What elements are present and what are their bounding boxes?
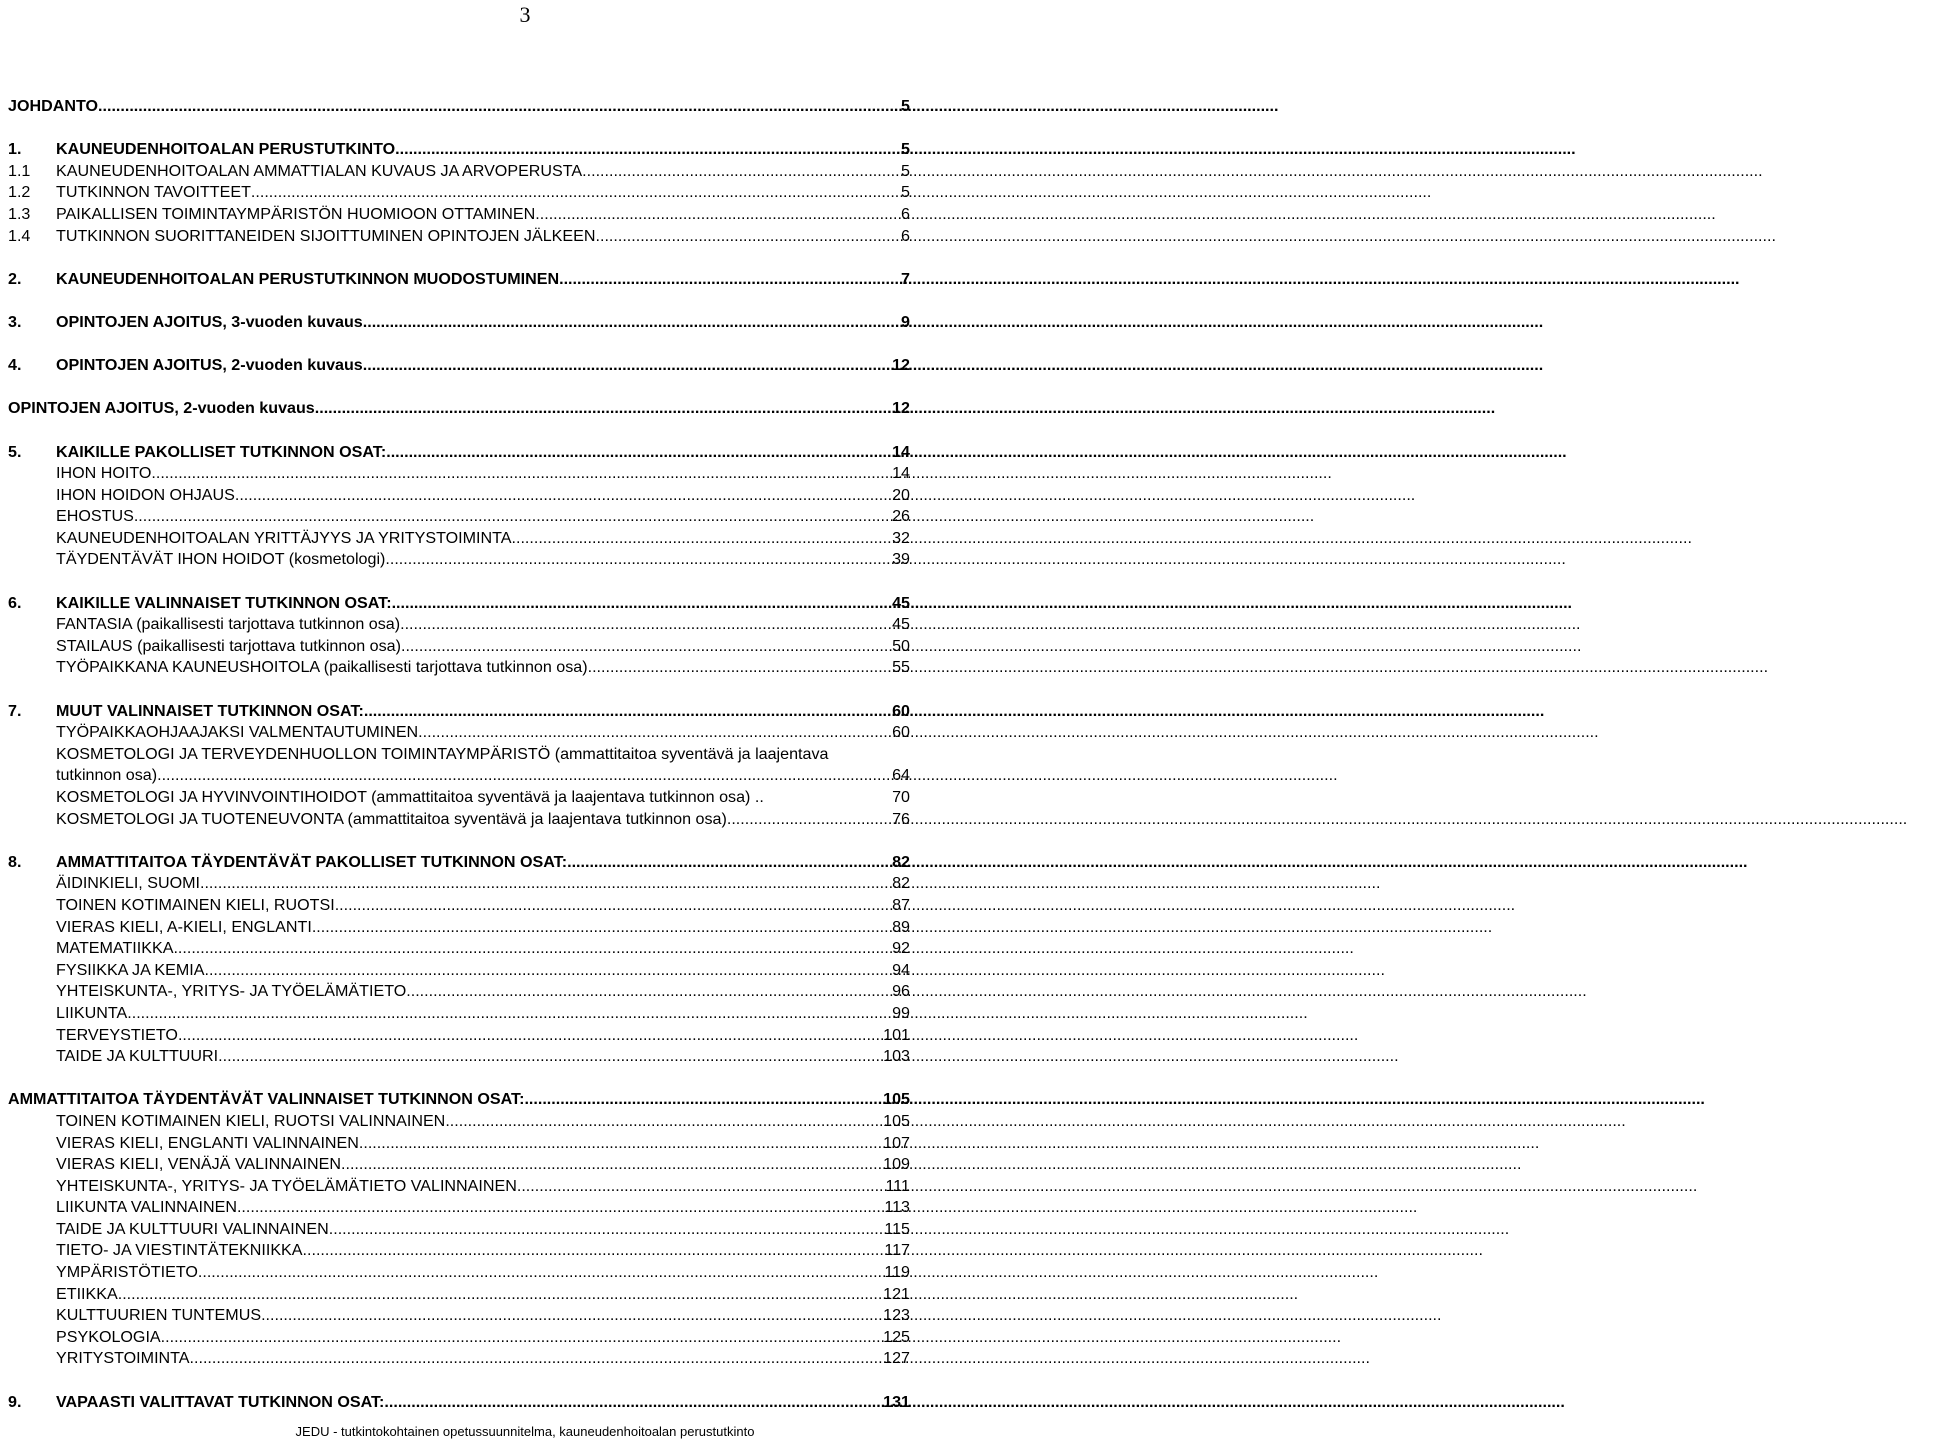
toc-dot-leader [98, 96, 899, 118]
toc-dot-leader [384, 1392, 881, 1414]
toc-entry[interactable] [8, 701, 910, 723]
toc-entry-text: KOSMETOLOGI JA HYVINVOINTIHOIDOT (ammattitaitoa syventävä ja laajentava tutkinnon osa) .. [56, 788, 764, 806]
toc-entry[interactable] [8, 1348, 910, 1370]
toc-entry[interactable] [8, 1327, 910, 1349]
toc-page-number: 5 [901, 140, 910, 159]
toc-dot-leader [127, 1003, 890, 1025]
toc-dot-leader [524, 1089, 881, 1111]
toc-entry[interactable] [8, 96, 910, 118]
toc-entry-text: TYÖPAIKKANA KAUNEUSHOITOLA (paikallisesti tarjottava tutkinnon osa) [56, 658, 588, 677]
toc-page-number: 123 [883, 1306, 910, 1325]
toc-entry-text: FYSIIKKA JA KEMIA [56, 960, 205, 979]
toc-section-number: 9. [8, 1392, 22, 1411]
toc-entry-text: TIETO- JA VIESTINTÄTEKNIIKKA [56, 1241, 303, 1260]
toc-dot-leader [363, 312, 899, 334]
toc-page-number: 5 [901, 183, 910, 202]
toc-entry-text: TUTKINNON SUORITTANEIDEN SIJOITTUMINEN OPINTOJEN JÄLKEEN [56, 226, 596, 245]
toc-page-number: 12 [892, 356, 910, 375]
toc-dot-leader [727, 809, 890, 831]
toc-page-number: 105 [883, 1090, 910, 1109]
toc-entry-text: OPINTOJEN AJOITUS, 2-vuoden kuvaus [56, 356, 363, 375]
toc-dot-leader [303, 1240, 883, 1262]
toc-entry[interactable] [8, 1133, 910, 1155]
toc-page-number: 119 [884, 1263, 910, 1282]
toc-page-number: 92 [892, 939, 910, 958]
toc-page-number: 39 [892, 550, 910, 569]
toc-entry-text: VIERAS KIELI, ENGLANTI VALINNAINEN [56, 1133, 359, 1152]
toc-dot-leader [445, 1111, 881, 1133]
toc-entry-text: KOSMETOLOGI JA TUOTENEUVONTA (ammattitaitoa syventävä ja laajentava tutkinnon osa) [56, 809, 727, 828]
toc-entry-text: KULTTUURIEN TUNTEMUS [56, 1306, 262, 1325]
toc-dot-leader [392, 593, 891, 615]
toc-entry-text: LIIKUNTA VALINNAINEN [56, 1198, 237, 1217]
toc-entry[interactable] [8, 182, 910, 204]
toc-dot-leader [588, 657, 890, 679]
toc-entry[interactable] [8, 1003, 910, 1025]
toc-page-number: 113 [884, 1198, 910, 1217]
toc-entry[interactable] [8, 960, 910, 982]
toc-dot-leader [385, 549, 890, 571]
toc-page-number: 6 [901, 226, 910, 245]
toc-page-number: 32 [892, 528, 910, 547]
toc-entry[interactable] [8, 895, 910, 917]
toc-page-number: 121 [883, 1284, 910, 1303]
toc-dot-leader [251, 182, 899, 204]
toc-entry-text: MUUT VALINNAISET TUTKINNON OSAT: [56, 701, 364, 720]
toc-page-number: 131 [883, 1392, 910, 1411]
toc-entry[interactable] [8, 1262, 910, 1284]
toc-dot-leader [395, 139, 899, 161]
toc-page-number: 26 [892, 507, 910, 526]
document-page [0, 0, 960, 1445]
toc-page-number: 117 [884, 1241, 910, 1260]
toc-page-number: 50 [892, 636, 910, 655]
toc-dot-leader [341, 1154, 881, 1176]
toc-entry-text: TERVEYSTIETO [56, 1025, 178, 1044]
toc-entry-text: JOHDANTO [8, 97, 99, 115]
toc-dot-leader [329, 1219, 883, 1241]
toc-entry-wrapped[interactable] [8, 744, 910, 787]
toc-dot-leader [235, 485, 890, 507]
toc-entry-text: IHON HOIDON OHJAUS [56, 485, 235, 504]
toc-entry-text: IHON HOITO [56, 464, 152, 483]
toc-entry[interactable] [8, 463, 910, 485]
toc-dot-leader [559, 269, 899, 291]
toc-page-number: 55 [892, 658, 910, 677]
toc-section-number: 6. [8, 593, 22, 612]
toc-entry[interactable] [8, 1197, 910, 1219]
toc-entry[interactable] [8, 269, 910, 291]
toc-page-number: 14 [892, 464, 910, 483]
toc-dot-leader [198, 1262, 882, 1284]
toc-entry-text: YHTEISKUNTA-, YRITYS- JA TYÖELÄMÄTIETO VALINNAINEN [56, 1176, 517, 1195]
toc-section-number: 5. [8, 442, 22, 461]
toc-entry[interactable] [8, 1284, 910, 1306]
toc-entry[interactable] [8, 1392, 910, 1414]
toc-entry-text: KAUNEUDENHOITOALAN PERUSTUTKINTO [56, 140, 396, 159]
toc-entry-text: VIERAS KIELI, VENÄJÄ VALINNAINEN [56, 1155, 342, 1174]
toc-page-number: 45 [892, 615, 910, 634]
toc-dot-leader [512, 528, 891, 550]
toc-section-number: 8. [8, 852, 22, 871]
toc-entry-text: ÄIDINKIELI, SUOMI [56, 874, 200, 893]
toc-entry[interactable] [8, 1154, 910, 1176]
toc-dot-leader [596, 226, 900, 248]
toc-page-number: 82 [892, 874, 910, 893]
toc-dot-leader [517, 1176, 884, 1198]
toc-dot-leader [312, 917, 890, 939]
toc-page-number: 60 [892, 701, 910, 720]
toc-entry-text: TYÖPAIKKAOHJAAJAKSI VALMENTAUTUMINEN [56, 723, 419, 742]
toc-entry-text-line2: tutkinnon osa) [56, 766, 158, 785]
toc-entry[interactable] [8, 1240, 910, 1262]
toc-entry-text: TOINEN KOTIMAINEN KIELI, RUOTSI VALINNAINEN [56, 1111, 446, 1130]
toc-entry-text: KAUNEUDENHOITOALAN AMMATTIALAN KUVAUS JA ARVOPERUSTA [56, 161, 583, 180]
toc-section-number: 1.3 [8, 204, 31, 223]
toc-page-number: 115 [884, 1219, 910, 1238]
toc-dot-leader [118, 1284, 881, 1306]
toc-dot-leader [363, 355, 890, 377]
toc-entry[interactable] [8, 852, 910, 874]
toc-page-number: 111 [885, 1176, 910, 1195]
toc-entry-text: EHOSTUS [56, 507, 134, 526]
toc-entry-text: TÄYDENTÄVÄT IHON HOIDOT (kosmetologi) [56, 550, 386, 569]
toc-entry[interactable] [8, 528, 910, 550]
toc-entry[interactable] [8, 442, 910, 464]
toc-entry-text: OPINTOJEN AJOITUS, 2-vuoden kuvaus [8, 399, 315, 418]
toc-entry-text: KAUNEUDENHOITOALAN YRITTÄJYYS JA YRITYSTOIMINTA [56, 528, 512, 547]
toc-dot-leader [134, 506, 890, 528]
toc-page-number: 6 [901, 204, 910, 223]
toc-dot-leader [261, 1305, 881, 1327]
toc-entry[interactable] [8, 485, 910, 507]
toc-dot-leader [364, 701, 890, 723]
toc-dot-leader [190, 1348, 882, 1370]
toc-entry[interactable] [8, 938, 910, 960]
toc-entry-text: KAUNEUDENHOITOALAN PERUSTUTKINNON MUODOSTUMINEN [56, 269, 560, 288]
toc-entry[interactable] [8, 1111, 910, 1133]
toc-dot-leader [151, 463, 890, 485]
toc-entry-line2 [56, 765, 910, 787]
toc-entry-text: PAIKALLISEN TOIMINTAYMPÄRISTÖN HUOMIOON OTTAMINEN [56, 204, 536, 223]
toc-entry-text: VAPAASTI VALITTAVAT TUTKINNON OSAT: [56, 1392, 385, 1411]
toc-page-number: 14 [892, 442, 910, 461]
toc-entry-text: ETIIKKA [56, 1284, 118, 1303]
toc-section-number: 1.2 [8, 183, 31, 202]
toc-dot-leader [406, 981, 890, 1003]
toc-page-number: 94 [892, 960, 910, 979]
toc-entry[interactable] [8, 614, 910, 636]
toc-dot-leader [237, 1197, 882, 1219]
toc-entry-text: MATEMATIIKKA [56, 939, 174, 958]
table-of-contents [8, 96, 910, 1413]
toc-entry-text: TOINEN KOTIMAINEN KIELI, RUOTSI [56, 895, 335, 914]
toc-page-number: 9 [901, 312, 910, 331]
toc-section-number: 1. [8, 140, 22, 159]
toc-entry[interactable] [8, 161, 910, 183]
toc-dot-leader [567, 852, 890, 874]
toc-entry-text: TAIDE JA KULTTUURI [56, 1047, 219, 1066]
toc-dot-leader [315, 398, 890, 420]
toc-page-number: 101 [883, 1025, 910, 1044]
toc-entry[interactable] [8, 593, 910, 615]
toc-section-number: 2. [8, 269, 22, 288]
toc-page-number: 82 [892, 852, 910, 871]
toc-page-number: 103 [883, 1047, 910, 1066]
toc-dot-leader [204, 960, 890, 982]
toc-entry[interactable] [8, 226, 910, 248]
toc-section-number: 1.4 [8, 226, 31, 245]
toc-entry[interactable] [8, 636, 910, 658]
toc-entry[interactable] [8, 549, 910, 571]
toc-page-number: 96 [892, 982, 910, 1001]
toc-dot-leader [359, 1133, 881, 1155]
toc-page-number: 99 [892, 1003, 910, 1022]
toc-dot-leader [200, 873, 890, 895]
toc-page-number: 127 [883, 1349, 910, 1368]
toc-dot-leader [335, 895, 890, 917]
toc-dot-leader [400, 614, 890, 636]
toc-entry[interactable] [8, 204, 910, 226]
toc-page-number: 107 [883, 1133, 910, 1152]
toc-entry-text: VIERAS KIELI, A-KIELI, ENGLANTI [56, 917, 312, 936]
toc-entry[interactable] [8, 139, 910, 161]
toc-entry[interactable] [8, 917, 910, 939]
toc-entry[interactable] [8, 1219, 910, 1241]
toc-page-number: 89 [892, 917, 910, 936]
toc-page-number: 105 [883, 1111, 910, 1130]
toc-entry-text: KAIKILLE PAKOLLISET TUTKINNON OSAT: [56, 442, 387, 461]
toc-dot-leader [401, 636, 890, 658]
toc-entry-text: FANTASIA (paikallisesti tarjottava tutkinnon osa) [56, 615, 401, 634]
toc-page-number: 45 [892, 593, 910, 612]
toc-entry[interactable] [8, 1089, 910, 1111]
toc-page-number: 5 [901, 97, 910, 115]
toc-entry[interactable] [8, 787, 910, 809]
toc-entry-text: KAIKILLE VALINNAISET TUTKINNON OSAT: [56, 593, 392, 612]
toc-dot-leader [161, 1327, 881, 1349]
toc-dot-leader [157, 765, 890, 787]
toc-entry-text: YMPÄRISTÖTIETO [56, 1263, 198, 1282]
toc-entry[interactable] [8, 809, 910, 831]
toc-page-number: 12 [892, 399, 910, 418]
toc-entry-text-line1: KOSMETOLOGI JA TERVEYDENHUOLLON TOIMINTAYMPÄRISTÖ (ammattitaitoa syventävä ja laajentava [56, 744, 829, 763]
toc-entry-text: OPINTOJEN AJOITUS, 3-vuoden kuvaus [56, 312, 363, 331]
toc-entry-text: AMMATTITAITOA TÄYDENTÄVÄT VALINNAISET TUTKINNON OSAT: [8, 1090, 525, 1109]
toc-entry-text: TAIDE JA KULTTUURI VALINNAINEN [56, 1219, 329, 1238]
toc-page-number: 20 [892, 485, 910, 504]
toc-page-number: 7 [901, 269, 910, 288]
toc-entry-text: LIIKUNTA [56, 1003, 128, 1022]
toc-dot-leader [418, 722, 890, 744]
toc-entry[interactable] [8, 1305, 910, 1327]
toc-dot-leader [582, 161, 899, 183]
toc-page-number: 125 [883, 1327, 910, 1346]
toc-entry-text: YHTEISKUNTA-, YRITYS- JA TYÖELÄMÄTIETO [56, 982, 407, 1001]
toc-dot-leader [218, 1046, 881, 1068]
toc-page-number: 60 [892, 723, 910, 742]
toc-entry[interactable] [8, 312, 910, 334]
toc-entry-text: STAILAUS (paikallisesti tarjottava tutkinnon osa) [56, 636, 401, 655]
toc-section-number: 1.1 [8, 161, 31, 180]
toc-page-number: 64 [892, 766, 910, 785]
toc-section-number: 4. [8, 356, 22, 375]
toc-dot-leader [173, 938, 890, 960]
toc-entry[interactable] [8, 506, 910, 528]
toc-entry[interactable] [8, 657, 910, 679]
toc-page-number: 70 [892, 788, 910, 806]
toc-entry[interactable] [8, 1176, 910, 1198]
toc-section-number: 7. [8, 701, 22, 720]
toc-entry[interactable] [8, 1046, 910, 1068]
toc-page-number: 109 [883, 1155, 910, 1174]
toc-section-number: 3. [8, 312, 22, 331]
toc-entry[interactable] [8, 1025, 910, 1047]
toc-page-number: 87 [892, 895, 910, 914]
toc-page-number: 76 [892, 809, 910, 828]
toc-dot-leader [386, 442, 890, 464]
page-footer: JEDU - tutkintokohtainen opetussuunnitelma, kauneudenhoitoalan perustutkinto [295, 1424, 755, 1439]
toc-entry[interactable] [8, 873, 910, 895]
toc-page-number: 5 [901, 161, 910, 180]
toc-entry[interactable] [8, 398, 910, 420]
toc-dot-leader [535, 204, 899, 226]
page-number: 3 [519, 2, 531, 27]
toc-entry[interactable] [8, 981, 910, 1003]
toc-entry-text: TUTKINNON TAVOITTEET [56, 183, 251, 202]
toc-entry[interactable] [8, 355, 910, 377]
toc-entry-text: AMMATTITAITOA TÄYDENTÄVÄT PAKOLLISET TUTKINNON OSAT: [56, 852, 568, 871]
toc-dot-leader [178, 1025, 881, 1047]
toc-entry-text: PSYKOLOGIA [56, 1327, 161, 1346]
toc-entry-text: YRITYSTOIMINTA [56, 1349, 190, 1368]
toc-entry[interactable] [8, 722, 910, 744]
